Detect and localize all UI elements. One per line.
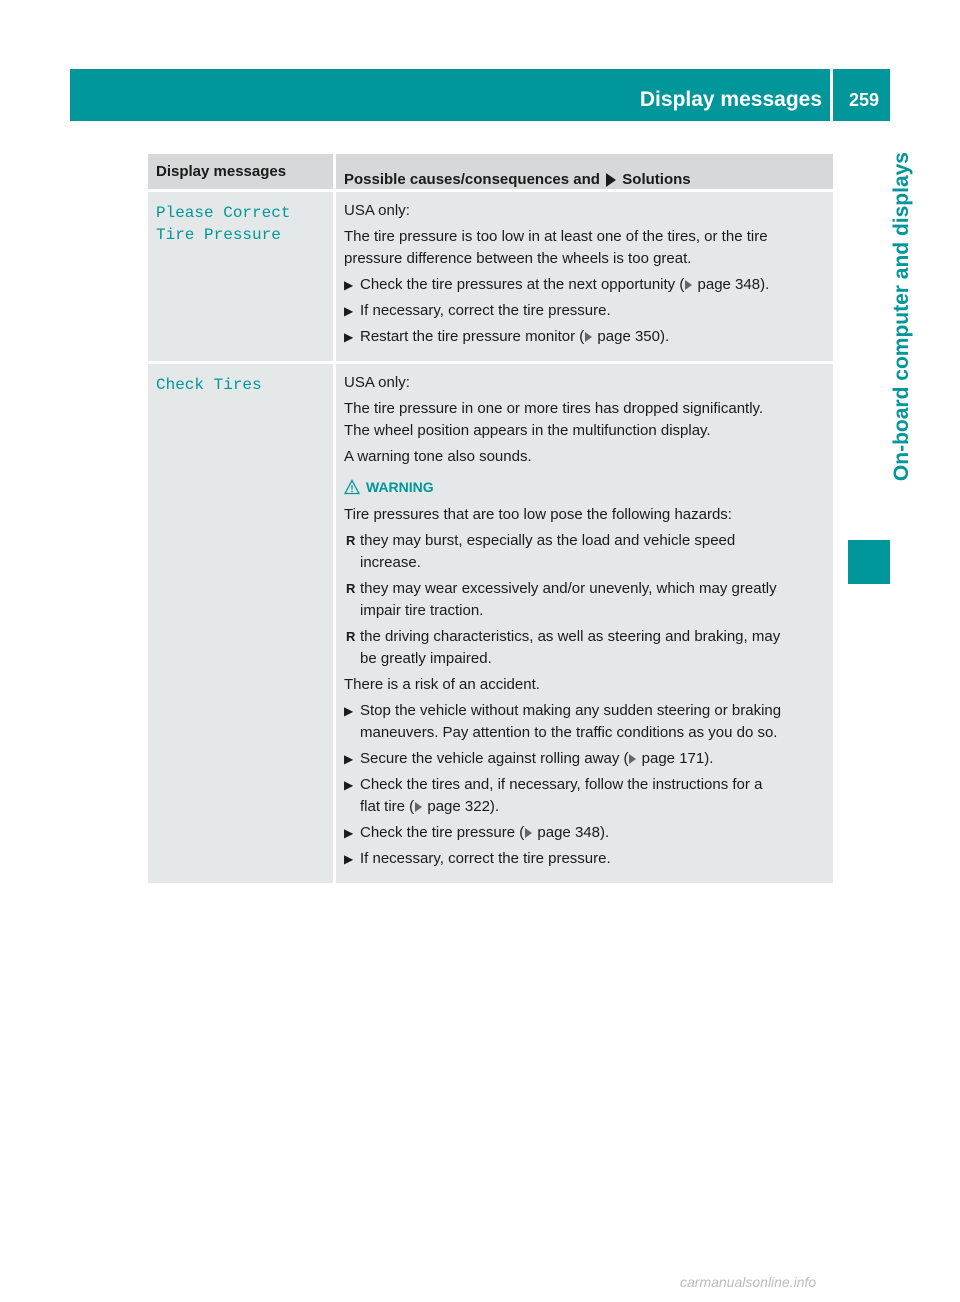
solution-cell: [336, 364, 833, 883]
instruction-step: [344, 274, 825, 296]
text-line: maneuvers. Pay attention to the traffic conditions as you do so.: [360, 724, 778, 741]
warning-intro: Tire pressures that are too low pose the following hazards:: [344, 506, 732, 523]
page-ref-icon: [415, 802, 422, 812]
text-line: impair tire traction.: [360, 602, 484, 619]
page-ref-link[interactable]: page 348).: [697, 276, 770, 293]
step-text: If necessary, correct the tire pressure.: [360, 302, 611, 319]
page-ref-icon: [525, 828, 532, 838]
page-ref-icon: [629, 754, 636, 764]
hazard-bullet: [344, 626, 825, 670]
table-header-row: [148, 154, 833, 189]
step-arrow-icon: ▶: [344, 278, 354, 292]
warning-triangle-icon: [344, 479, 360, 495]
bullet-icon: R: [346, 581, 356, 596]
side-tab-label: On-board computer and displays: [890, 152, 913, 482]
cause-text: [344, 398, 825, 442]
text-line: pressure difference between the wheels is too great.: [344, 250, 692, 267]
instruction-step: [344, 300, 825, 322]
display-message-check-tires: Check Tires: [156, 376, 262, 394]
page-ref-link[interactable]: page 171).: [641, 750, 714, 767]
text-line: be greatly impaired.: [360, 650, 492, 667]
header-divider: [830, 69, 833, 121]
message-line: Please Correct: [156, 204, 291, 222]
text-line: Check the tires and, if necessary, follow the instructions for a: [360, 776, 763, 793]
step-arrow-icon: ▶: [344, 826, 354, 840]
text-line: The tire pressure in one or more tires has dropped significantly.: [344, 400, 764, 417]
tone-note: A warning tone also sounds.: [344, 448, 532, 465]
page-ref-link[interactable]: page 348).: [537, 824, 610, 841]
risk-note: There is a risk of an accident.: [344, 676, 540, 693]
column-header-causes-solutions: [336, 154, 833, 189]
text-line: The tire pressure is too low in at least one of the tires, or the tire: [344, 228, 768, 245]
side-tab: [848, 152, 913, 532]
instruction-step: [344, 326, 825, 348]
text-line: they may wear excessively and/or unevenly, which may greatly: [360, 580, 777, 597]
instruction-step: [344, 822, 825, 844]
text-line: they may burst, especially as the load and vehicle speed: [360, 532, 736, 549]
step-arrow-icon: ▶: [344, 752, 354, 766]
instruction-step: [344, 748, 825, 770]
bullet-icon: R: [346, 533, 356, 548]
solution-cell: [336, 192, 833, 361]
step-text: flat tire (: [360, 798, 415, 815]
text-line: Stop the vehicle without making any sudden steering or braking: [360, 702, 782, 719]
step-arrow-icon: ▶: [344, 852, 354, 866]
step-text: Restart the tire pressure monitor (: [360, 328, 585, 345]
watermark: carmanualsonline.info: [680, 1274, 817, 1290]
step-arrow-icon: ▶: [344, 304, 354, 318]
bullet-icon: R: [346, 629, 356, 644]
text-line: the driving characteristics, as well as steering and braking, may: [360, 628, 781, 645]
text-line: increase.: [360, 554, 421, 571]
page-ref-link[interactable]: page 350).: [597, 328, 670, 345]
message-line: Tire Pressure: [156, 226, 281, 244]
step-arrow-icon: ▶: [344, 704, 354, 718]
hazard-bullet: [344, 578, 825, 622]
column-header-suffix: Solutions: [622, 171, 691, 188]
page-title: Display messages: [639, 88, 822, 111]
page-ref-icon: [685, 280, 692, 290]
page-number: 259: [848, 90, 880, 110]
hazard-bullet: [344, 530, 825, 574]
side-tab-block: [848, 540, 890, 584]
message-cell: [148, 192, 333, 361]
page-ref-link[interactable]: page 322).: [427, 798, 500, 815]
page-ref-icon: [585, 332, 592, 342]
display-message-please-correct: [156, 192, 325, 246]
instruction-step: [344, 774, 825, 818]
region-note: USA only:: [344, 374, 410, 391]
arrow-right-icon: [606, 173, 616, 187]
step-arrow-icon: ▶: [344, 778, 354, 792]
cause-text: [344, 226, 825, 270]
step-text: If necessary, correct the tire pressure.: [360, 850, 611, 867]
text-line: The wheel position appears in the multifunction display.: [344, 422, 711, 439]
column-header-display-messages: Display messages: [148, 154, 333, 189]
table-row: [148, 364, 833, 883]
step-text: Check the tire pressures at the next opportunity (: [360, 276, 685, 293]
instruction-step: [344, 700, 825, 744]
column-header-prefix: Possible causes/consequences and: [344, 171, 600, 188]
display-messages-table: [148, 154, 833, 883]
step-text: Secure the vehicle against rolling away (: [360, 750, 629, 767]
region-note: USA only:: [344, 202, 410, 219]
text-line: [360, 796, 825, 818]
warning-label: WARNING: [366, 479, 434, 495]
message-cell: [148, 364, 333, 883]
step-arrow-icon: ▶: [344, 330, 354, 344]
step-text: Check the tire pressure (: [360, 824, 525, 841]
table-row: [148, 192, 833, 361]
instruction-step: [344, 848, 825, 870]
warning-heading: [344, 476, 825, 498]
